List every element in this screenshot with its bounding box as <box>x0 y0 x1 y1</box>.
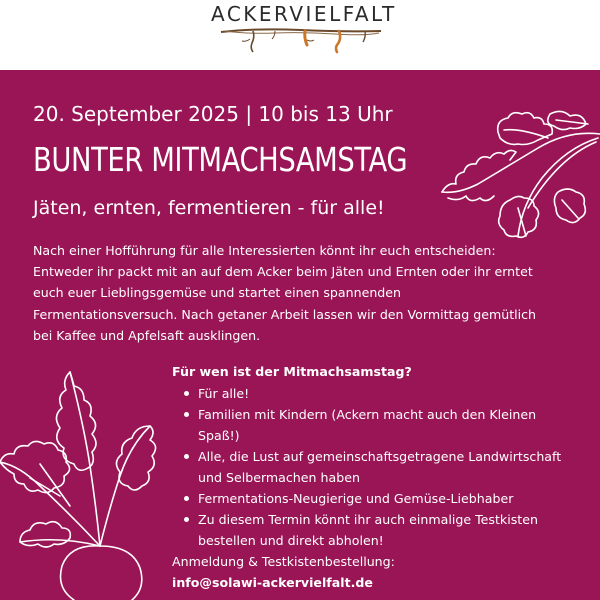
beetroot-icon <box>0 366 178 600</box>
audience-section <box>172 361 567 593</box>
bullet-icon <box>184 412 189 417</box>
list-item <box>172 404 567 446</box>
bullet-icon <box>184 454 189 459</box>
logo[interactable] <box>211 0 397 54</box>
signup-email-link[interactable]: info@solawi-ackervielfalt.de <box>172 575 373 590</box>
leafy-radish-top-icon <box>438 108 600 243</box>
roots-icon <box>215 24 387 54</box>
event-date: 20. September 2025 | 10 bis 13 Uhr <box>33 102 393 126</box>
bullet-icon <box>184 496 189 501</box>
bullet-icon <box>184 517 189 522</box>
list-item-text: Fermentations-Neugierige und Gemüse-Liebhaber <box>198 491 514 506</box>
list-item <box>172 488 567 509</box>
signup-label: Anmeldung & Testkistenbestellung: <box>172 554 395 569</box>
list-item-text: Zu diesem Termin könnt ihr auch einmalige Testkisten bestellen und direkt abholen! <box>198 512 538 548</box>
list-item <box>172 509 567 551</box>
header <box>0 0 600 70</box>
list-item <box>172 446 567 488</box>
list-item-text: Familien mit Kindern (Ackern macht auch den Kleinen Spaß!) <box>198 407 537 443</box>
audience-heading: Für wen ist der Mitmachsamstag? <box>172 364 412 379</box>
list-item-text: Alle, die Lust auf gemeinschaftsgetragene Landwirtschaft und Selbermachen haben <box>198 449 562 485</box>
bullet-icon <box>184 391 189 396</box>
logo-text: ACKERVIELFALT <box>211 2 397 26</box>
list-item-text: Für alle! <box>198 386 250 401</box>
event-title: BUNTER MITMACHSAMSTAG <box>33 140 408 179</box>
event-subtitle: Jäten, ernten, fermentieren - für alle! <box>33 197 385 219</box>
list-item <box>172 383 567 404</box>
audience-list <box>172 383 567 551</box>
event-intro: Nach einer Hofführung für alle Interessierten könnt ihr euch entscheiden: Entweder ihr packt mit an auf dem Acker beim Jäten und Ernten oder ihr erntet euch euer Lieblingsgemüse und startet einen spannenden Fermentationsversuch. Nach getaner Arbeit lassen wir den Vormittag gemütlich bei Kaffee und Apfelsaft ausklingen. <box>33 243 537 343</box>
